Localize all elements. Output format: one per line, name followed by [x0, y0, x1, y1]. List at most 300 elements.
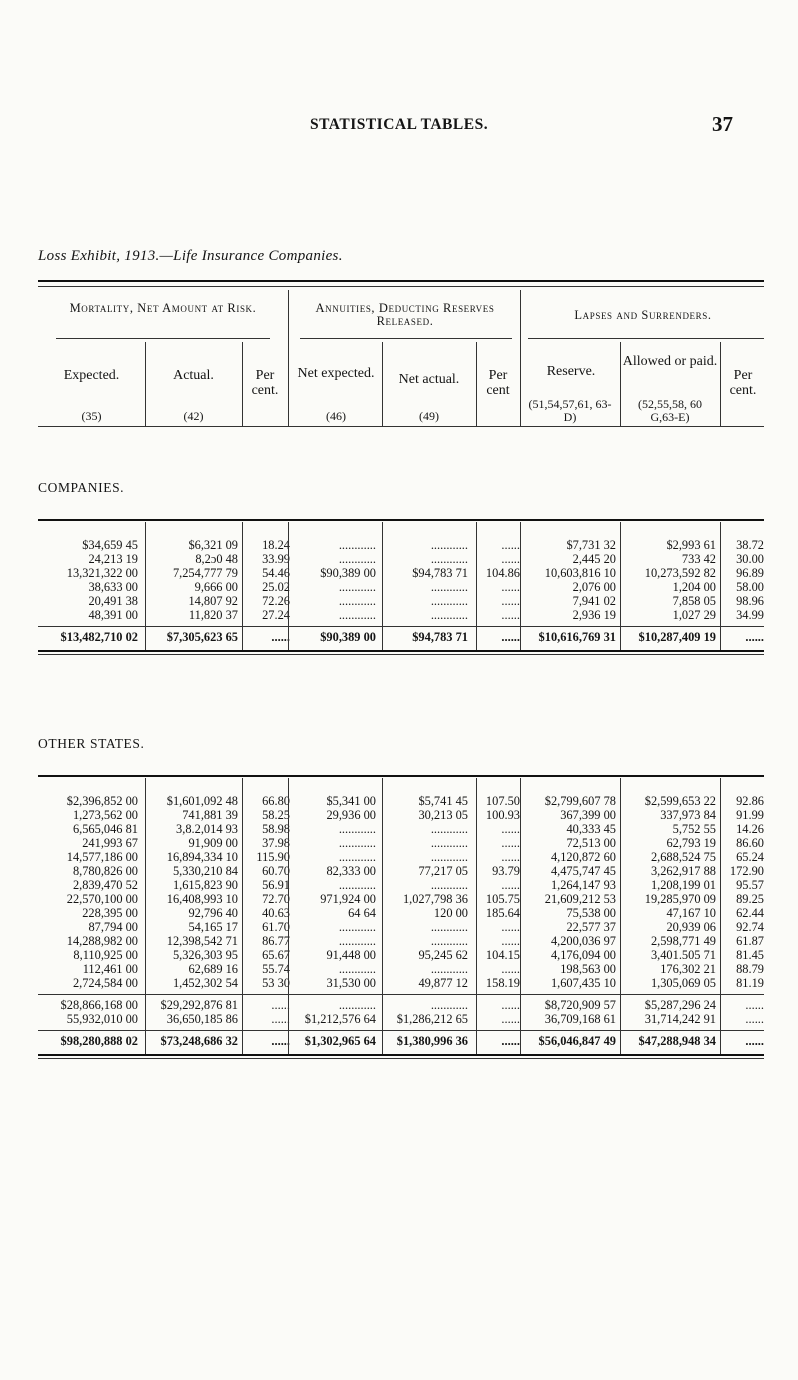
- total-row: [38, 630, 764, 644]
- table-cell: $47,288,948 34: [638, 1034, 716, 1048]
- col-net-actual: Net actual.: [398, 372, 460, 387]
- table-cell: ............: [338, 608, 376, 622]
- other-states-table: [38, 794, 764, 1094]
- table-cell: ......: [501, 998, 520, 1012]
- table-cell: ............: [430, 538, 468, 552]
- table-cell: ......: [501, 630, 520, 644]
- table-cell: 60.70: [262, 864, 290, 878]
- table-cell: ......: [501, 1034, 520, 1048]
- table-cell: $10,287,409 19: [638, 630, 716, 644]
- table-cell: 31,530 00: [326, 976, 376, 990]
- table-cell: 14,577,186 00: [66, 850, 138, 864]
- table-cell: ............: [338, 836, 376, 850]
- table-cell: 172.90: [729, 864, 764, 878]
- table-cell: ............: [430, 998, 468, 1012]
- table-cell: 3,262,917 88: [650, 864, 716, 878]
- table-rule: [38, 650, 764, 652]
- table-cell: ............: [430, 934, 468, 948]
- table-row: [38, 580, 764, 594]
- table-cell: 5,752 55: [672, 822, 716, 836]
- table-row: [38, 850, 764, 864]
- table-cell: 86.77: [262, 934, 290, 948]
- table-cell: $1,286,212 65: [396, 1012, 468, 1026]
- col-divider: [476, 342, 477, 426]
- table-cell: 36,650,185 86: [166, 1012, 238, 1026]
- col-reserve: Reserve.: [546, 364, 596, 379]
- col-divider: [382, 522, 383, 650]
- table-row: [38, 976, 764, 990]
- col-net-expected: Net expected.: [297, 366, 375, 381]
- table-cell: ............: [430, 594, 468, 608]
- table-cell: 81.19: [736, 976, 764, 990]
- table-cell: ......: [501, 1012, 520, 1026]
- table-cell: 1,027 29: [672, 608, 716, 622]
- table-cell: 5,330,210 84: [172, 864, 238, 878]
- table-cell: 88.79: [736, 962, 764, 976]
- table-cell: 95,245 62: [418, 948, 468, 962]
- table-cell: 120 00: [433, 906, 468, 920]
- col-divider: [720, 778, 721, 1054]
- table-cell: 72.70: [262, 892, 290, 906]
- table-cell: 91,909 00: [188, 836, 238, 850]
- table-cell: ............: [338, 580, 376, 594]
- table-cell: $56,046,847 49: [538, 1034, 616, 1048]
- col-ref: (51,54,57,61, 63-D): [528, 397, 612, 424]
- table-cell: 37.98: [262, 836, 290, 850]
- table-cell: 1,273,562 00: [72, 808, 138, 822]
- table-cell: 58.00: [736, 580, 764, 594]
- table-cell: 4,176,094 00: [550, 948, 616, 962]
- col-divider: [382, 778, 383, 1054]
- table-cell: 95.57: [736, 878, 764, 892]
- group-head-mortality: Mortality, Net Amount at Risk.: [69, 301, 257, 315]
- col-divider: [620, 778, 621, 1054]
- table-cell: 30.00: [736, 552, 764, 566]
- col-divider: [288, 778, 289, 1054]
- table-cell: $13,482,710 02: [60, 630, 138, 644]
- table-cell: $73,248,686 32: [160, 1034, 238, 1048]
- col-actual: Actual.: [173, 368, 214, 383]
- table-cell: $1,601,092 48: [166, 794, 238, 808]
- table-cell: 2,688,524 75: [650, 850, 716, 864]
- table-cell: 198,563 00: [560, 962, 616, 976]
- table-cell: ............: [430, 822, 468, 836]
- table-cell: 36,709,168 61: [544, 1012, 616, 1026]
- table-cell: $2,799,607 78: [544, 794, 616, 808]
- table-cell: 21,609,212 53: [544, 892, 616, 906]
- table-cell: 62.44: [736, 906, 764, 920]
- table-cell: ......: [745, 1034, 764, 1048]
- col-divider: [242, 342, 243, 426]
- table-cell: 64 64: [348, 906, 376, 920]
- table-cell: 741,881 39: [182, 808, 238, 822]
- table-cell: ......: [501, 608, 520, 622]
- table-cell: 24,213 19: [88, 552, 138, 566]
- table-cell: 10,603,816 10: [544, 566, 616, 580]
- table-cell: 29,936 00: [326, 808, 376, 822]
- table-cell: ............: [430, 836, 468, 850]
- table-cell: ............: [430, 552, 468, 566]
- table-cell: $1,380,996 36: [396, 1034, 468, 1048]
- table-cell: 66.80: [262, 794, 290, 808]
- table-cell: 8,2ɔ0 48: [195, 552, 238, 566]
- table-cell: ............: [430, 850, 468, 864]
- table-row: [38, 538, 764, 552]
- table-cell: ......: [501, 552, 520, 566]
- table-cell: 89.25: [736, 892, 764, 906]
- table-cell: 92,796 40: [188, 906, 238, 920]
- col-divider: [620, 522, 621, 650]
- table-cell: ............: [338, 920, 376, 934]
- table-cell: 65.67: [262, 948, 290, 962]
- table-cell: 75,538 00: [566, 906, 616, 920]
- table-cell: 72,513 00: [566, 836, 616, 850]
- col-percent: Per cent.: [251, 368, 279, 398]
- table-cell: 54.46: [262, 566, 290, 580]
- table-cell: 4,120,872 60: [550, 850, 616, 864]
- table-rule: [38, 626, 764, 627]
- table-cell: 107.50: [485, 794, 520, 808]
- col-divider: [720, 522, 721, 650]
- subtotal-row: [38, 1012, 764, 1026]
- table-cell: 7,941 02: [572, 594, 616, 608]
- table-cell: 5,326,303 95: [172, 948, 238, 962]
- table-cell: ............: [430, 878, 468, 892]
- table-cell: 100.93: [485, 808, 520, 822]
- section-rule: [38, 775, 764, 777]
- table-cell: 9,666 00: [194, 580, 238, 594]
- table-cell: 3,401.505 71: [650, 948, 716, 962]
- table-cell: ............: [430, 580, 468, 594]
- table-cell: 4,200,036 97: [550, 934, 616, 948]
- table-cell: ......: [501, 878, 520, 892]
- table-cell: ............: [430, 962, 468, 976]
- table-cell: 58.98: [262, 822, 290, 836]
- table-cell: ......: [271, 630, 290, 644]
- col-divider: [476, 522, 477, 650]
- table-cell: 47,167 10: [666, 906, 716, 920]
- table-cell: $1,212,576 64: [304, 1012, 376, 1026]
- table-cell: 4,475,747 45: [550, 864, 616, 878]
- table-cell: ......: [501, 934, 520, 948]
- table-cell: 2,839,470 52: [72, 878, 138, 892]
- section-title-companies: COMPANIES.: [38, 480, 125, 495]
- table-cell: ............: [338, 822, 376, 836]
- table-cell: 112,461 00: [82, 962, 138, 976]
- column-header: [38, 290, 764, 426]
- running-head: [0, 112, 798, 140]
- col-divider: [145, 778, 146, 1054]
- table-cell: $2,599,653 22: [644, 794, 716, 808]
- table-cell: 158.19: [485, 976, 520, 990]
- table-cell: $2,396,852 00: [66, 794, 138, 808]
- table-cell: 185.64: [485, 906, 520, 920]
- table-cell: $5,741 45: [418, 794, 468, 808]
- table-cell: 81.45: [736, 948, 764, 962]
- table-cell: 1,027,798 36: [402, 892, 468, 906]
- table-cell: 98.96: [736, 594, 764, 608]
- table-cell: 115.90: [256, 850, 290, 864]
- group-head-lapses: Lapses and Surrenders.: [574, 308, 712, 322]
- table-cell: ............: [338, 538, 376, 552]
- table-cell: ......: [501, 836, 520, 850]
- table-cell: 38,633 00: [88, 580, 138, 594]
- table-cell: 91,448 00: [326, 948, 376, 962]
- table-cell: $5,287,296 24: [644, 998, 716, 1012]
- section-rule: [38, 519, 764, 521]
- group-divider: [288, 290, 289, 426]
- table-row: [38, 822, 764, 836]
- table-cell: ......: [501, 538, 520, 552]
- table-cell: 3,8.2,014 93: [176, 822, 238, 836]
- table-cell: 61.87: [736, 934, 764, 948]
- table-cell: ......: [501, 920, 520, 934]
- table-cell: 61.70: [262, 920, 290, 934]
- table-cell: ......: [271, 1012, 290, 1026]
- table-cell: 34.99: [736, 608, 764, 622]
- table-cell: ......: [745, 1012, 764, 1026]
- table-cell: ............: [338, 850, 376, 864]
- table-cell: 53 30: [262, 976, 290, 990]
- table-cell: 65.24: [736, 850, 764, 864]
- table-cell: ............: [430, 920, 468, 934]
- table-cell: 7,858 05: [672, 594, 716, 608]
- col-ref: (49): [419, 409, 439, 423]
- group-underline: [56, 338, 270, 339]
- table-cell: 92.86: [736, 794, 764, 808]
- table-cell: 16,408,993 10: [166, 892, 238, 906]
- col-ref: (46): [326, 409, 346, 423]
- table-cell: ............: [338, 594, 376, 608]
- table-cell: 33.99: [262, 552, 290, 566]
- table-cell: $10,616,769 31: [538, 630, 616, 644]
- table-row: [38, 892, 764, 906]
- table-cell: 228,395 00: [82, 906, 138, 920]
- col-ref: (35): [81, 409, 102, 423]
- table-cell: $34,659 45: [82, 538, 138, 552]
- table-cell: 58.25: [262, 808, 290, 822]
- table-cell: 77,217 05: [418, 864, 468, 878]
- table-cell: 10,273,592 82: [644, 566, 716, 580]
- table-cell: 104.86: [485, 566, 520, 580]
- table-cell: 55.74: [262, 962, 290, 976]
- col-divider: [476, 778, 477, 1054]
- running-title: STATISTICAL TABLES.: [310, 116, 489, 133]
- subtotal-row: [38, 998, 764, 1012]
- group-head-annuities: Annuities, Deducting Reserves Released.: [315, 301, 495, 328]
- table-cell: 20,939 06: [666, 920, 716, 934]
- table-cell: 14.26: [736, 822, 764, 836]
- table-cell: 1,305,069 05: [650, 976, 716, 990]
- table-cell: $7,305,623 65: [166, 630, 238, 644]
- table-cell: $94,783 71: [412, 630, 468, 644]
- table-rule: [38, 994, 764, 995]
- col-allowed-or-paid: Allowed or paid.: [622, 354, 718, 369]
- col-divider: [242, 522, 243, 650]
- table-cell: 241,993 67: [82, 836, 138, 850]
- table-rule: [38, 1030, 764, 1031]
- col-divider: [242, 778, 243, 1054]
- table-cell: $5,341 00: [326, 794, 376, 808]
- table-cell: 2,598,771 49: [650, 934, 716, 948]
- table-cell: ......: [501, 594, 520, 608]
- table-cell: 91.99: [736, 808, 764, 822]
- table-cell: ............: [430, 608, 468, 622]
- group-divider: [520, 290, 521, 426]
- table-cell: 8,110,925 00: [73, 948, 138, 962]
- table-cell: $29,292,876 81: [160, 998, 238, 1012]
- table-row: [38, 962, 764, 976]
- table-cell: 6,565,046 81: [72, 822, 138, 836]
- table-cell: $90,389 00: [320, 566, 376, 580]
- table-row: [38, 864, 764, 878]
- section-title-other-states: OTHER STATES.: [38, 736, 145, 751]
- table-row: [38, 948, 764, 962]
- table-cell: 2,936 19: [572, 608, 616, 622]
- table-cell: 1,264,147 93: [550, 878, 616, 892]
- table-cell: ......: [501, 822, 520, 836]
- table-cell: 14,807 92: [188, 594, 238, 608]
- col-ref: (42): [183, 409, 204, 423]
- total-row: [38, 1034, 764, 1048]
- table-cell: 22,577 37: [566, 920, 616, 934]
- table-row: [38, 836, 764, 850]
- table-cell: 49,877 12: [418, 976, 468, 990]
- table-cell: ......: [745, 998, 764, 1012]
- table-cell: 1,204 00: [672, 580, 716, 594]
- table-cell: 14,288,982 00: [66, 934, 138, 948]
- table-cell: 2,076 00: [572, 580, 616, 594]
- table-cell: 13,321,322 00: [66, 566, 138, 580]
- table-cell: 56.91: [262, 878, 290, 892]
- table-cell: ......: [501, 580, 520, 594]
- table-cell: 7,254,777 79: [172, 566, 238, 580]
- page-number: 37: [712, 112, 733, 136]
- table-row: [38, 920, 764, 934]
- table-cell: $6,321 09: [188, 538, 238, 552]
- table-cell: ......: [271, 1034, 290, 1048]
- table-cell: 48,391 00: [88, 608, 138, 622]
- col-expected: Expected.: [63, 368, 120, 383]
- table-cell: 93.79: [492, 864, 520, 878]
- header-bottom-rule: [38, 426, 764, 427]
- col-ref: (52,55,58, 60 G,63-E): [638, 397, 702, 424]
- col-percent: Per cent.: [729, 368, 757, 398]
- table-cell: ......: [501, 850, 520, 864]
- table-cell: 82,333 00: [326, 864, 376, 878]
- table-row: [38, 552, 764, 566]
- table-cell: 40.63: [262, 906, 290, 920]
- col-percent: Per cent: [486, 368, 510, 398]
- table-cell: ............: [338, 998, 376, 1012]
- table-cell: 96.89: [736, 566, 764, 580]
- table-cell: 55,932,010 00: [66, 1012, 138, 1026]
- table-rule: [38, 1058, 764, 1059]
- table-cell: 337,973 84: [660, 808, 716, 822]
- table-cell: 1,208,199 01: [650, 878, 716, 892]
- table-cell: ......: [745, 630, 764, 644]
- table-cell: 18.24: [262, 538, 290, 552]
- table-cell: 86.60: [736, 836, 764, 850]
- table-row: [38, 808, 764, 822]
- table-row: [38, 934, 764, 948]
- table-cell: 54,165 17: [188, 920, 238, 934]
- table-cell: 104.15: [485, 948, 520, 962]
- table-cell: 733 42: [681, 552, 716, 566]
- table-cell: $7,731 32: [566, 538, 616, 552]
- table-cell: $28,866,168 00: [60, 998, 138, 1012]
- table-rule: [38, 1054, 764, 1056]
- table-cell: 72.26: [262, 594, 290, 608]
- table-cell: 16,894,334 10: [166, 850, 238, 864]
- group-underline: [528, 338, 764, 339]
- table-cell: 367,399 00: [560, 808, 616, 822]
- table-cell: ......: [501, 962, 520, 976]
- table-cell: 22,570,100 00: [66, 892, 138, 906]
- table-cell: 12,398,542 71: [166, 934, 238, 948]
- table-cell: 40,333 45: [566, 822, 616, 836]
- table-cell: 1,607,435 10: [550, 976, 616, 990]
- table-cell: $98,280,888 02: [60, 1034, 138, 1048]
- table-cell: 11,820 37: [188, 608, 238, 622]
- table-cell: 1,452,302 54: [172, 976, 238, 990]
- exhibit-title: Loss Exhibit, 1913.—Life Insurance Companies.: [38, 248, 343, 264]
- table-row: [38, 594, 764, 608]
- table-cell: 105.75: [485, 892, 520, 906]
- table-cell: 19,285,970 09: [644, 892, 716, 906]
- table-cell: 30,213 05: [418, 808, 468, 822]
- table-cell: ............: [338, 552, 376, 566]
- table-cell: $2,993 61: [666, 538, 716, 552]
- table-cell: 62,793 19: [666, 836, 716, 850]
- col-divider: [288, 522, 289, 650]
- table-cell: 2,724,584 00: [72, 976, 138, 990]
- table-cell: $94,783 71: [412, 566, 468, 580]
- table-cell: ............: [338, 962, 376, 976]
- col-divider: [520, 778, 521, 1054]
- table-cell: ............: [338, 934, 376, 948]
- table-row: [38, 608, 764, 622]
- table-cell: 25.02: [262, 580, 290, 594]
- table-cell: 1,615,823 90: [172, 878, 238, 892]
- table-row: [38, 878, 764, 892]
- title-rule-2: [38, 286, 764, 287]
- table-cell: 62,689 16: [188, 962, 238, 976]
- table-row: [38, 794, 764, 808]
- table-cell: ......: [271, 998, 290, 1012]
- group-underline: [300, 338, 512, 339]
- table-cell: 971,924 00: [320, 892, 376, 906]
- companies-table: [38, 538, 764, 668]
- table-cell: 20,491 38: [88, 594, 138, 608]
- table-cell: 38.72: [736, 538, 764, 552]
- table-cell: 31,714,242 91: [644, 1012, 716, 1026]
- table-row: [38, 906, 764, 920]
- table-cell: 27.24: [262, 608, 290, 622]
- table-cell: 92.74: [736, 920, 764, 934]
- table-cell: ............: [338, 878, 376, 892]
- table-cell: 176,302 21: [660, 962, 716, 976]
- table-cell: 87,794 00: [88, 920, 138, 934]
- table-cell: $8,720,909 57: [544, 998, 616, 1012]
- col-divider: [720, 342, 721, 426]
- table-cell: $1,302,965 64: [304, 1034, 376, 1048]
- col-divider: [520, 522, 521, 650]
- table-row: [38, 566, 764, 580]
- title-rule: [38, 280, 764, 282]
- table-cell: 2,445 20: [572, 552, 616, 566]
- table-cell: $90,389 00: [320, 630, 376, 644]
